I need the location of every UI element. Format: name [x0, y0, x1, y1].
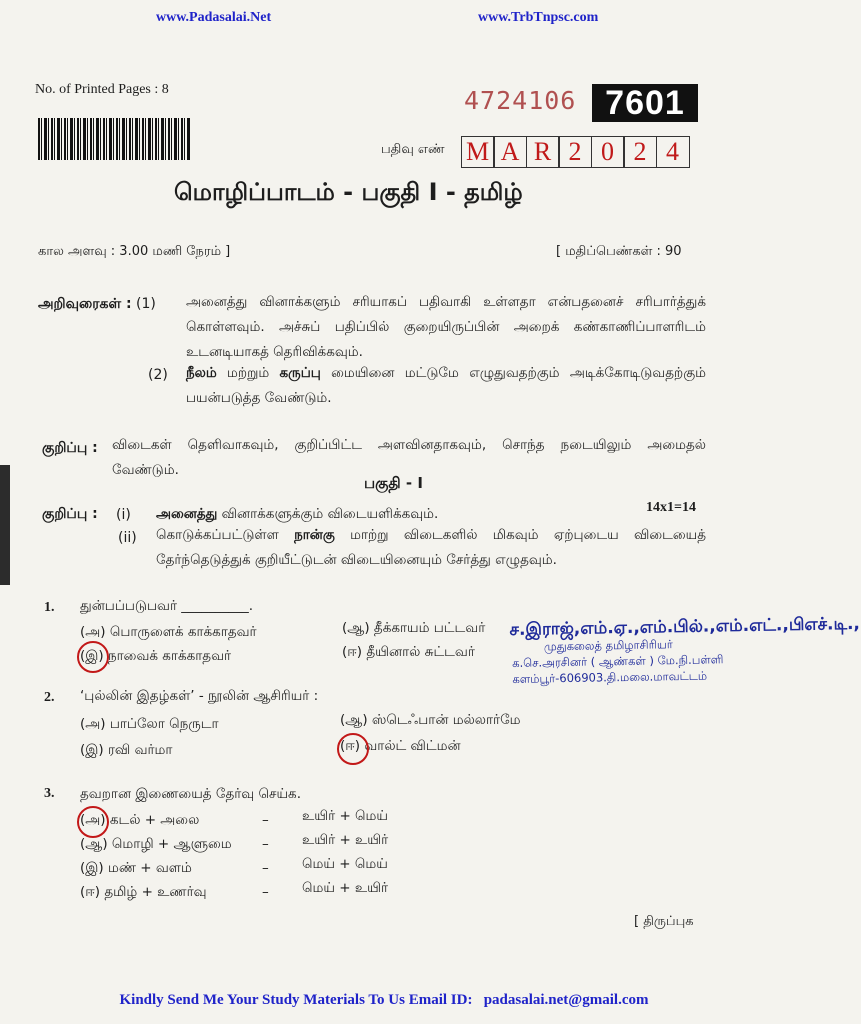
reg-char: A	[493, 136, 527, 168]
q3-answer-a: உயிர் + மெய்	[302, 808, 388, 824]
trbtnpsc-link[interactable]: www.TrbTnpsc.com	[478, 10, 599, 25]
stamp-line-1: ச.இராஜ்,எம்.ஏ.,எம்.பில்.,எம்.எட்.,பிஎச்.டி.,	[509, 613, 861, 641]
section-note-i-number: (i)	[116, 507, 131, 523]
page-title: மொழிப்பாடம் - பகுதி I - தமிழ்	[174, 178, 523, 206]
reg-char: R	[526, 136, 560, 168]
duration: கால அளவு : 3.00 மணி நேரம் ]	[38, 244, 231, 259]
question-3-text: தவறான இணையைத் தேர்வு செய்க.	[80, 786, 301, 802]
q3-answer-b: உயிர் + உயிர்	[302, 832, 389, 848]
stamp-line-3: க.செ.அரசினர் ( ஆண்கள் ) மே.நி.பள்ளி	[512, 652, 724, 670]
reg-char: 4	[656, 136, 690, 168]
and-word: மற்றும்	[216, 365, 280, 381]
q2-option-c: (இ) ரவி வர்மா	[80, 742, 173, 758]
q3-dash: –	[262, 836, 269, 852]
padasalai-link[interactable]: www.Padasalai.Net	[156, 10, 272, 25]
section-note-i-text: வினாக்களுக்கும் விடையளிக்கவும்.	[217, 506, 439, 522]
black-ink-word: கருப்பு	[279, 365, 321, 381]
instructions-label-text: அறிவுரைகள் :	[38, 296, 132, 312]
turn-over: [ திருப்புக	[634, 914, 694, 929]
question-2-text: ‘புல்லின் இதழ்கள்’ - நூலின் ஆசிரியர் :	[80, 688, 319, 704]
q2-option-a: (அ) பாப்லோ நெருடா	[80, 716, 219, 732]
section-note-i	[156, 506, 438, 524]
note-text: விடைகள் தெளிவாகவும், குறிப்பிட்ட அளவினதாகவும், சொந்த நடையிலும் அமைதல் வேண்டும்.	[112, 437, 706, 478]
q3-option-d: (ஈ) தமிழ் + உணர்வு	[80, 884, 207, 900]
question-3-number: 3.	[44, 786, 55, 801]
section-marks: 14x1=14	[646, 500, 696, 515]
printed-pages: No. of Printed Pages : 8	[35, 82, 169, 97]
question-1-number: 1.	[44, 600, 55, 615]
answer-mark-circle	[337, 733, 369, 765]
footer	[0, 992, 768, 1009]
all-word: அனைத்து	[156, 506, 218, 522]
blue-ink-word: நீலம்	[186, 365, 217, 381]
reg-char: 2	[558, 136, 592, 168]
question-1-text: துன்பப்படுபவர் __________.	[80, 598, 254, 614]
teacher-stamp	[509, 613, 861, 687]
registration-number-boxes	[462, 136, 690, 168]
reg-char: 0	[591, 136, 625, 168]
instruction-2	[186, 361, 706, 411]
instructions-label	[38, 296, 156, 314]
q1-option-c: (இ) நாவைக் காக்காதவர்	[80, 648, 232, 664]
note-label: குறிப்பு :	[42, 440, 98, 456]
instruction-1: அனைத்து வினாக்களும் சரியாகப் பதிவாகி உள்ளதா என்பதனைச் சரிபார்த்துக் கொள்ளவும். அச்சுப் பதிப்பில் குறையிருப்பின் அறைக் கண்காணிப்பாளரிடம் உடனடியாகத் தெரிவிக்கவும்.	[186, 294, 706, 360]
question-2-number: 2.	[44, 690, 55, 705]
q3-answer-c: மெய் + மெய்	[302, 856, 388, 872]
reg-char: 2	[623, 136, 657, 168]
reg-label: பதிவு எண்	[381, 142, 445, 157]
q3-option-b: (ஆ) மொழி + ஆளுமை	[80, 836, 232, 852]
serial-number: 4724106	[464, 86, 577, 115]
q1-option-a: (அ) பொருளைக் காக்காதவர்	[80, 624, 257, 640]
q1-option-d: (ஈ) தீயினால் சுட்டவர்	[342, 644, 475, 660]
q2-option-b: (ஆ) ஸ்டெஃபான் மல்லார்மே	[340, 712, 521, 728]
section-note-ii-number: (ii)	[118, 530, 137, 546]
paper-code: 7601	[592, 84, 698, 122]
q3-dash: –	[262, 812, 269, 828]
footer-text: Kindly Send Me Your Study Materials To Us Email ID:	[119, 992, 473, 1008]
q3-dash: –	[262, 860, 269, 876]
q3-answer-d: மெய் + உயிர்	[302, 880, 388, 896]
stamp-line-2: முதுகலைத் தமிழாசிரியர்	[543, 637, 673, 654]
scan-edge	[0, 465, 10, 585]
q1-option-b: (ஆ) தீக்காயம் பட்டவர்	[342, 620, 486, 636]
section-note-ii-text: மாற்று விடைகளில் மிகவும் ஏற்புடைய விடையைத் தேர்ந்தெடுத்துக் குறியீட்டுடன் விடையினையும் சேர்த்து எழுதவும்.	[156, 527, 707, 568]
q3-option-a: (அ) கடல் + அலை	[80, 812, 200, 828]
section-note-ii	[156, 523, 706, 573]
q3-option-c: (இ) மண் + வளம்	[80, 860, 192, 876]
four-word: நான்கு	[294, 527, 335, 543]
reg-char: M	[461, 136, 495, 168]
answer-mark-circle	[77, 806, 109, 838]
q2-option-d: (ஈ) வால்ட் விட்மன்	[340, 738, 461, 754]
section-title: பகுதி - I	[364, 474, 423, 492]
instruction-2-number: (2)	[148, 367, 168, 383]
instruction-1-number: (1)	[136, 296, 156, 312]
instruction-2-rest: மையினை மட்டுமே எழுதுவதற்கும் அடிக்கோடிடுவதற்கும் பயன்படுத்த வேண்டும்.	[186, 365, 706, 406]
total-marks: [ மதிப்பெண்கள் : 90	[556, 244, 682, 259]
q3-dash: –	[262, 884, 269, 900]
section-note-ii-pre: கொடுக்கப்பட்டுள்ள	[156, 527, 295, 543]
barcode	[38, 118, 190, 160]
footer-email[interactable]: padasalai.net@gmail.com	[483, 992, 649, 1008]
stamp-line-4: களம்பூர்-606903.தி.மலை.மாவட்டம்	[512, 668, 708, 686]
answer-mark-circle	[77, 641, 109, 673]
section-note-label: குறிப்பு :	[42, 506, 98, 522]
